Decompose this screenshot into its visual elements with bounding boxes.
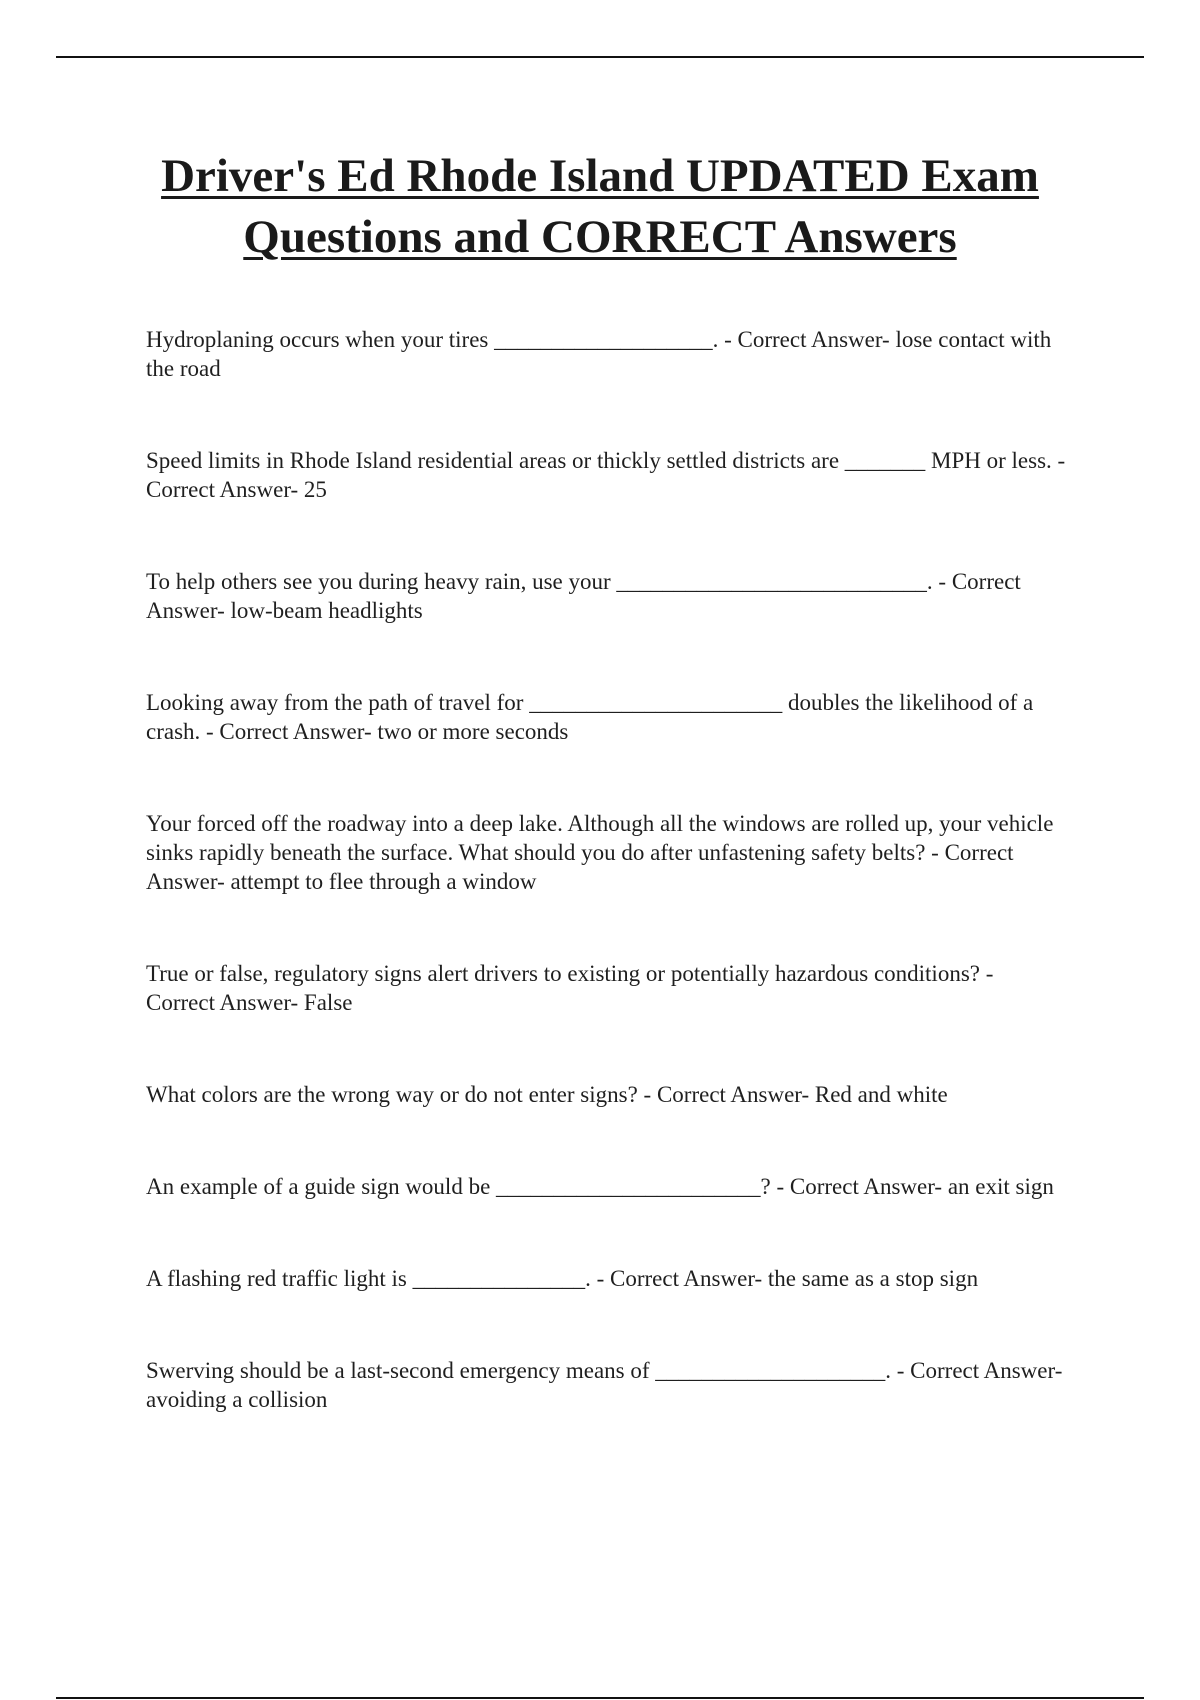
question-item: What colors are the wrong way or do not enter signs? - Correct Answer- Red and white bbox=[146, 1082, 948, 1107]
title-line-2: Questions and CORRECT Answers bbox=[243, 211, 957, 263]
question-item: Hydroplaning occurs when your tires ___________________. - Correct Answer- lose contact with the road bbox=[146, 327, 1052, 381]
top-rule bbox=[56, 56, 1144, 58]
bottom-rule bbox=[56, 1697, 1144, 1699]
title-line-1: Driver's Ed Rhode Island UPDATED Exam bbox=[161, 150, 1039, 202]
question-item: True or false, regulatory signs alert drivers to existing or potentially hazardous conditions? - Correct Answer- False bbox=[146, 961, 994, 1015]
question-item: Swerving should be a last-second emergency means of ____________________. - Correct Answer- avoiding a collision bbox=[146, 1358, 1063, 1412]
question-item: To help others see you during heavy rain, use your ___________________________. - Correct Answer- low-beam headlights bbox=[146, 569, 1021, 623]
question-item: A flashing red traffic light is _______________. - Correct Answer- the same as a stop sign bbox=[146, 1266, 979, 1291]
question-item: Looking away from the path of travel for ______________________ doubles the likelihood of a crash. - Correct Answer- two or more seconds bbox=[146, 690, 1034, 744]
question-item: Speed limits in Rhode Island residential areas or thickly settled districts are _______ MPH or less. - Correct Answer- 25 bbox=[146, 448, 1066, 502]
page-title bbox=[90, 146, 1110, 268]
question-list bbox=[146, 325, 1066, 1477]
question-item: Your forced off the roadway into a deep lake. Although all the windows are rolled up, your vehicle sinks rapidly beneath the surface. What should you do after unfastening safety belts? - Correct Answer- attempt to flee through a window bbox=[146, 811, 1054, 894]
question-item: An example of a guide sign would be _______________________? - Correct Answer- an exit sign bbox=[146, 1174, 1054, 1199]
